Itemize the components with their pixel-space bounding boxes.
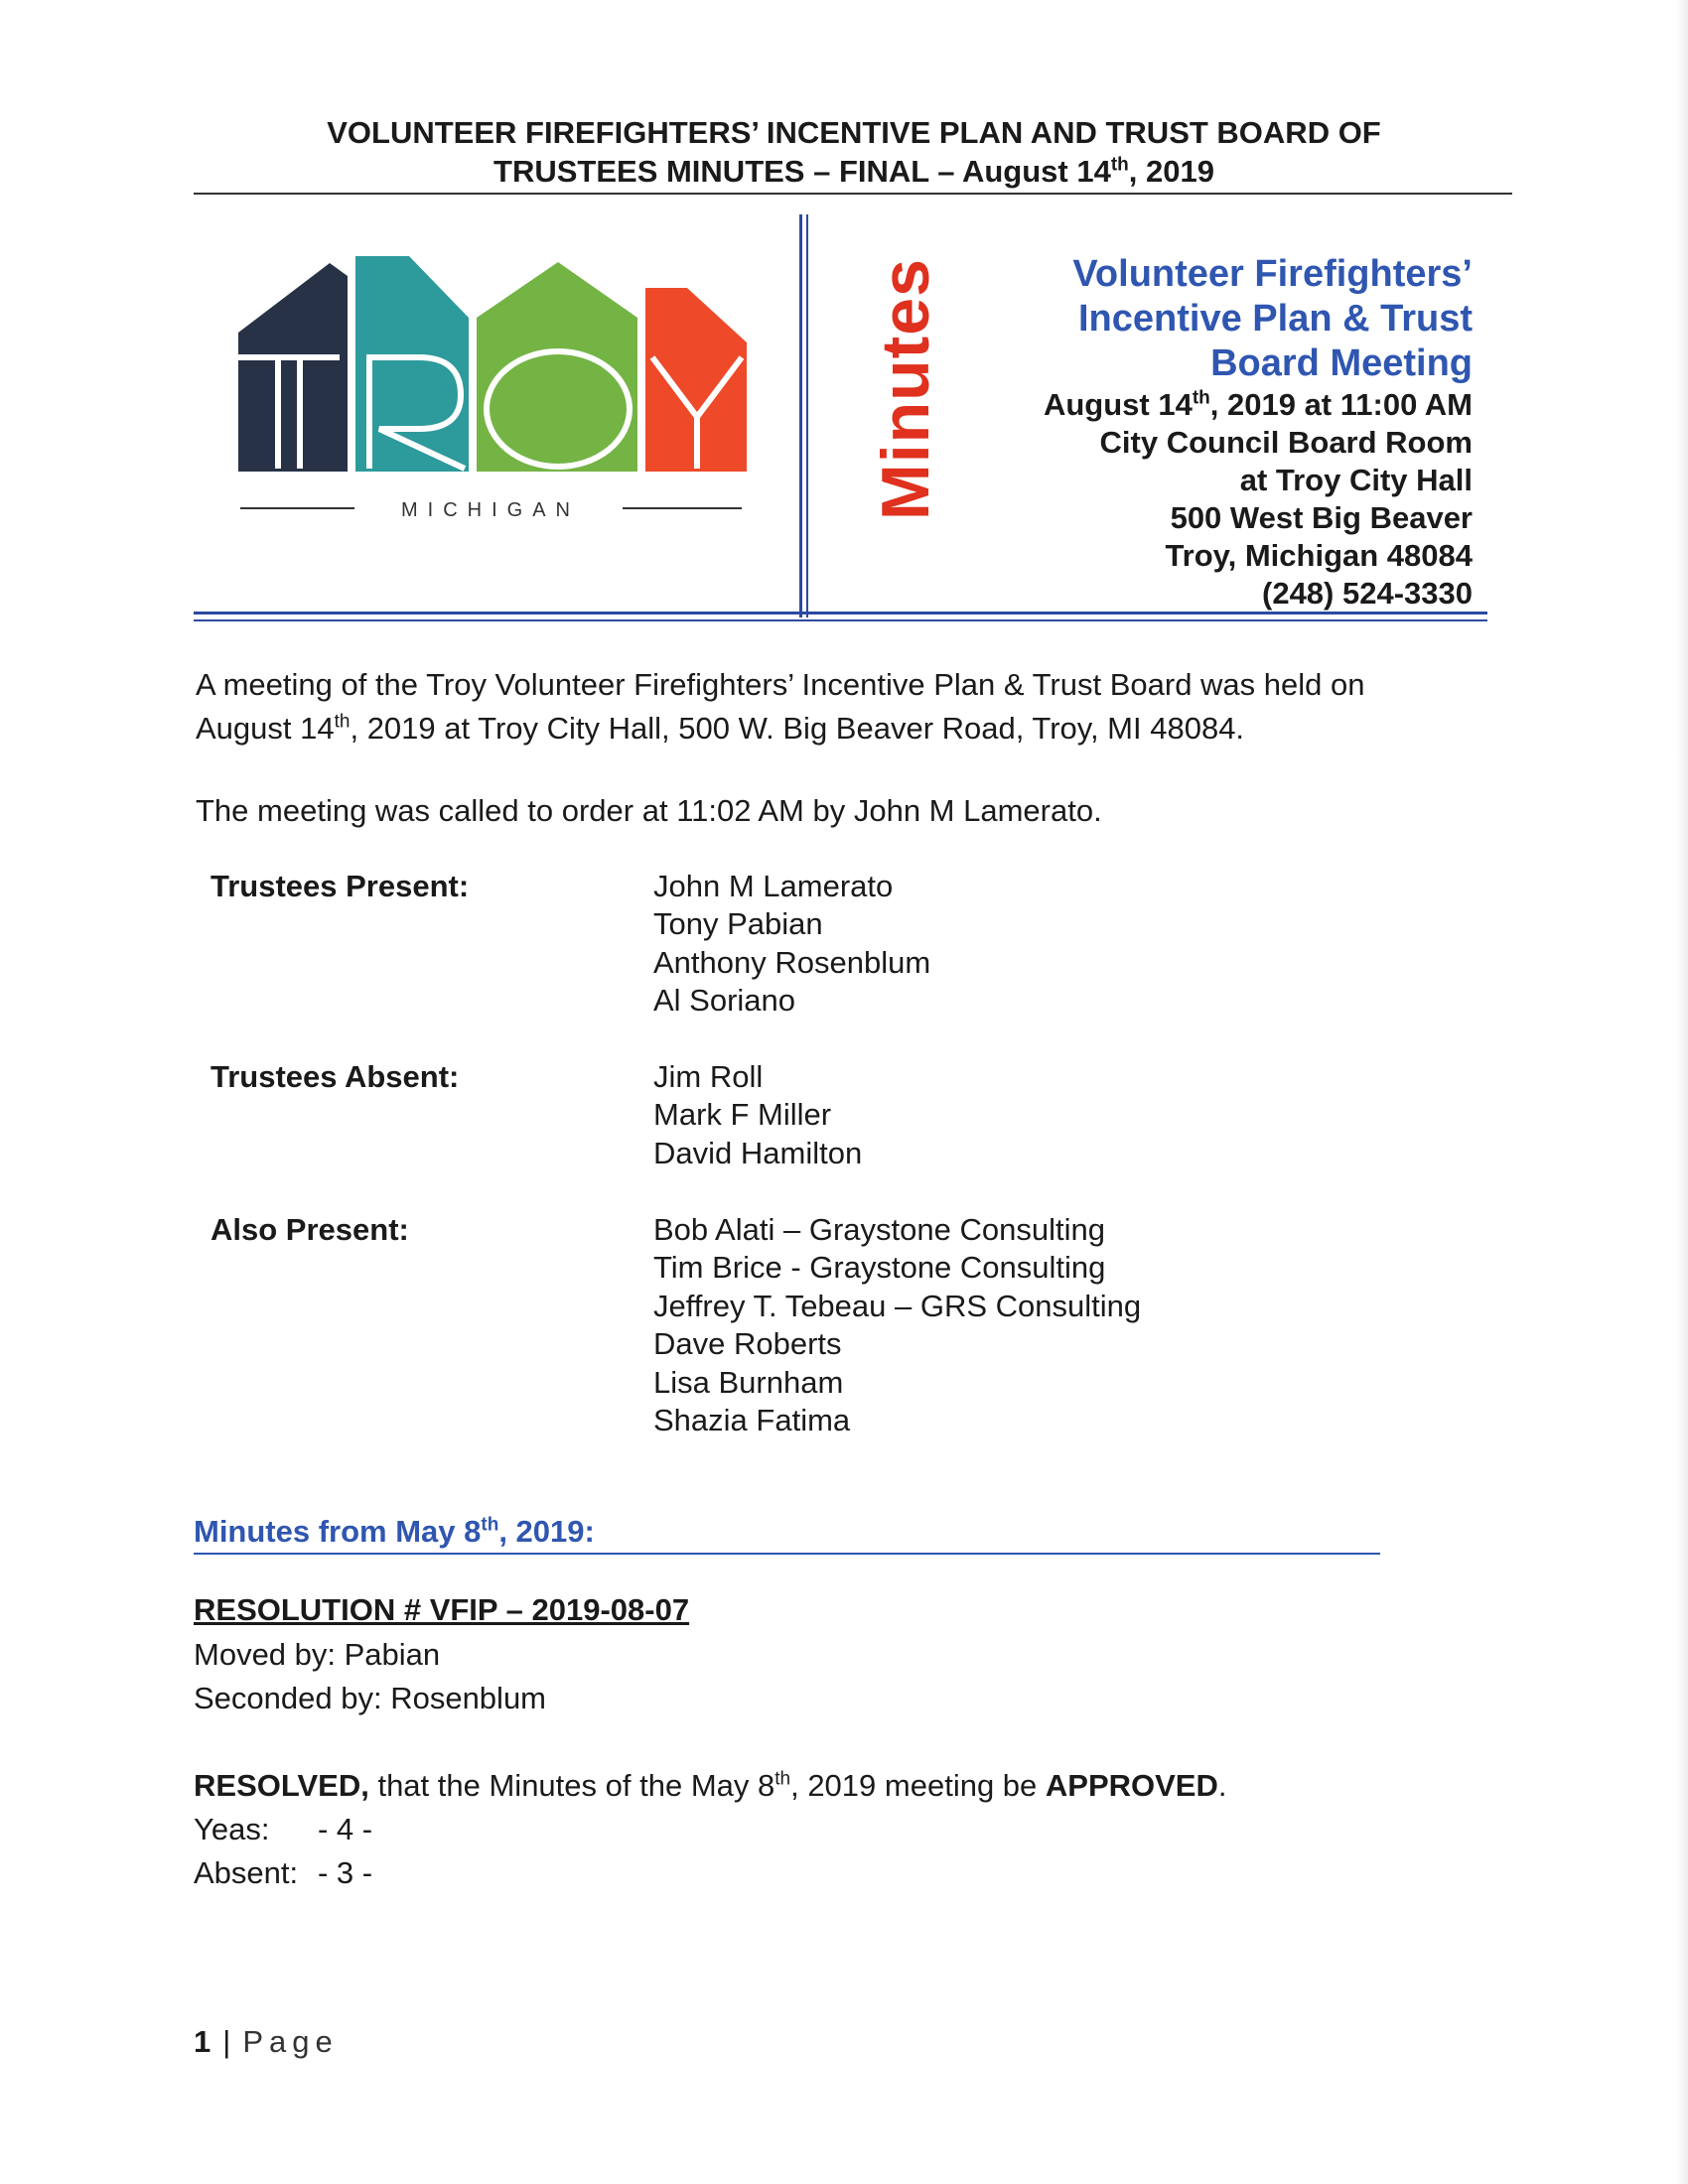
resolved-sup: th — [774, 1768, 791, 1790]
logo-house-navy — [238, 263, 348, 472]
trustees-absent-label: Trustees Absent: — [211, 1059, 460, 1094]
page-word: Page — [242, 2024, 339, 2059]
intro-date-pre: August 14 — [196, 711, 335, 746]
logo-house-teal — [355, 256, 469, 472]
minutes-vertical-label: Minutes — [868, 258, 943, 520]
intro-line2 — [196, 707, 1486, 751]
call-to-order: The meeting was called to order at 11:02 AM by John M Lamerato. — [196, 793, 1102, 828]
meeting-street: 500 West Big Beaver — [1170, 500, 1473, 535]
list-item: Tim Brice - Graystone Consulting — [653, 1250, 1106, 1286]
footer-separator: | — [222, 2024, 231, 2059]
vote-yeas — [194, 1808, 372, 1851]
meeting-title-line3: Board Meeting — [1210, 342, 1473, 384]
document-title — [194, 113, 1514, 191]
section-heading-post: , 2019: — [498, 1514, 595, 1549]
logo-state-text: MICHIGAN — [401, 499, 580, 516]
resolved-keyword: RESOLVED, — [194, 1768, 369, 1803]
title-date-sup: th — [1110, 154, 1129, 176]
absent-value: - 3 - — [318, 1855, 373, 1890]
list-item: Anthony Rosenblum — [653, 944, 931, 980]
page-edge-shadow — [1676, 0, 1688, 2184]
trustees-absent-list — [653, 1058, 862, 1172]
intro-line1: A meeting of the Troy Volunteer Firefighters’ Incentive Plan & Trust Board was held on — [196, 667, 1365, 702]
list-item: Shazia Fatima — [653, 1403, 851, 1438]
intro-date-post: , 2019 at Troy City Hall, 500 W. Big Beaver Road, Troy, MI 48084. — [350, 711, 1245, 746]
trustees-present-list — [653, 868, 930, 1021]
list-item: Mark F Miller — [653, 1097, 832, 1133]
seconded-by: Seconded by: Rosenblum — [194, 1681, 547, 1715]
section-heading-sup: th — [481, 1514, 499, 1536]
yeas-value: - 4 - — [318, 1812, 373, 1846]
meeting-phone: (248) 524-3330 — [1262, 576, 1473, 611]
resolved-statement — [194, 1764, 1227, 1808]
list-item: Tony Pabian — [653, 906, 823, 942]
meeting-date-sup: th — [1192, 387, 1210, 409]
also-present-label: Also Present: — [211, 1212, 409, 1247]
meeting-city: Troy, Michigan 48084 — [1165, 538, 1473, 573]
moved-by: Moved by: Pabian — [194, 1637, 441, 1672]
approved-keyword: APPROVED — [1045, 1768, 1218, 1803]
trustees-present-label: Trustees Present: — [211, 869, 470, 903]
also-present-list — [653, 1211, 1141, 1439]
list-item: Lisa Burnham — [653, 1364, 844, 1400]
resolution-number: RESOLUTION # VFIP – 2019-08-07 — [194, 1592, 690, 1627]
title-date-pre: TRUSTEES MINUTES – FINAL – August 14 — [493, 154, 1111, 189]
title-divider — [194, 193, 1512, 195]
section-heading-minutes — [194, 1513, 1380, 1555]
meeting-date — [916, 386, 1473, 424]
page-footer — [194, 2023, 339, 2061]
meeting-title-line1: Volunteer Firefighters’ — [1072, 253, 1473, 295]
header-vertical-rule — [799, 214, 802, 617]
document-title-line1: VOLUNTEER FIREFIGHTERS’ INCENTIVE PLAN AND TRUST BOARD OF — [327, 115, 1381, 150]
resolved-period: . — [1217, 1768, 1227, 1803]
meeting-date-post: , 2019 at 11:00 AM — [1209, 387, 1473, 422]
intro-date-sup: th — [334, 711, 351, 733]
meeting-building: at Troy City Hall — [1239, 463, 1473, 497]
title-date-post: , 2019 — [1128, 154, 1214, 189]
page-number: 1 — [194, 2024, 211, 2059]
header-bottom-rule-inner — [194, 619, 1487, 621]
meeting-info-block — [916, 252, 1473, 613]
header-vertical-rule-inner — [806, 214, 808, 617]
meeting-title-line2: Incentive Plan & Trust — [1078, 298, 1473, 340]
yeas-label: Yeas: — [194, 1812, 270, 1846]
resolved-text-pre: that the Minutes of the May 8 — [368, 1768, 775, 1803]
list-item: David Hamilton — [653, 1135, 863, 1170]
troy-michigan-logo — [230, 248, 747, 516]
header-bottom-rule — [194, 612, 1487, 614]
absent-label: Absent: — [194, 1855, 299, 1890]
list-item: Jeffrey T. Tebeau – GRS Consulting — [653, 1288, 1142, 1323]
list-item: Bob Alati – Graystone Consulting — [653, 1212, 1105, 1247]
intro-paragraph — [196, 663, 1486, 751]
document-title-line2 — [194, 152, 1514, 191]
meeting-room: City Council Board Room — [1099, 425, 1473, 460]
list-item: Jim Roll — [653, 1059, 764, 1094]
section-heading-pre: Minutes from May 8 — [194, 1514, 482, 1549]
meeting-date-pre: August 14 — [1043, 387, 1193, 422]
resolved-text-post: , 2019 meeting be — [790, 1768, 1046, 1803]
list-item: Dave Roberts — [653, 1326, 842, 1362]
vote-absent — [194, 1851, 372, 1895]
list-item: John M Lamerato — [653, 869, 894, 903]
list-item: Al Soriano — [653, 983, 796, 1019]
